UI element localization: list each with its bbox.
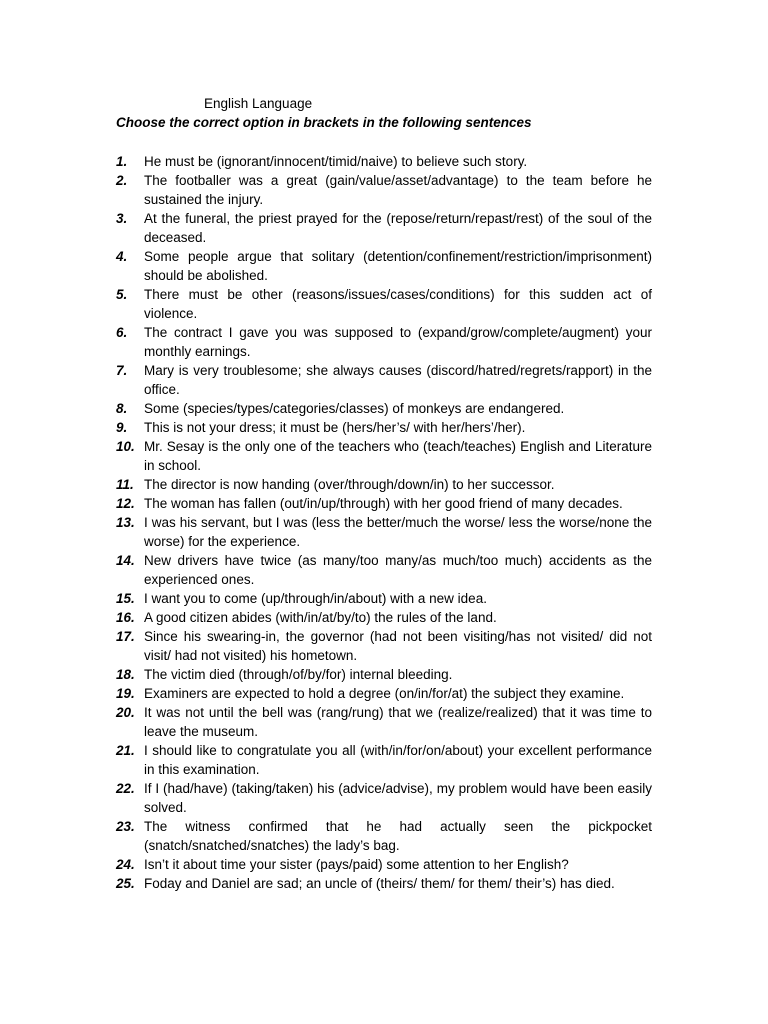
question-number: 16. [116, 610, 135, 625]
question-item [116, 475, 652, 494]
question-number: 5. [116, 287, 128, 302]
question-list [116, 152, 652, 893]
question-item [116, 418, 652, 437]
question-text: It was not until the bell was (rang/rung) that we (realize/realized) that it was time to leave the museum. [144, 705, 652, 739]
question-text: Mary is very troublesome; she always causes (discord/hatred/regrets/rapport) in the office. [144, 363, 652, 397]
question-text: Since his swearing-in, the governor (had not been visiting/has not visited/ did not visit/ had not visited) his hometown. [144, 629, 652, 663]
question-text: Foday and Daniel are sad; an uncle of (theirs/ them/ for them/ their’s) has died. [144, 876, 615, 891]
question-number: 22. [116, 781, 135, 796]
question-item [116, 171, 652, 209]
question-item [116, 551, 652, 589]
question-text: There must be other (reasons/issues/cases/conditions) for this sudden act of violence. [144, 287, 652, 321]
document-title: English Language [204, 96, 313, 111]
question-text: At the funeral, the priest prayed for the (repose/return/repast/rest) of the soul of the deceased. [144, 211, 652, 245]
question-number: 1. [116, 154, 128, 169]
question-text: The contract I gave you was supposed to (expand/grow/complete/augment) your monthly earnings. [144, 325, 652, 359]
question-item [116, 361, 652, 399]
question-item [116, 285, 652, 323]
question-number: 21. [116, 743, 135, 758]
question-item [116, 589, 652, 608]
question-text: Mr. Sesay is the only one of the teachers who (teach/teaches) English and Literature in school. [144, 439, 652, 473]
question-item [116, 247, 652, 285]
question-text: Examiners are expected to hold a degree (on/in/for/at) the subject they examine. [144, 686, 625, 701]
question-number: 6. [116, 325, 128, 340]
question-number: 17. [116, 629, 135, 644]
question-number: 8. [116, 401, 128, 416]
question-item [116, 665, 652, 684]
question-number: 3. [116, 211, 128, 226]
question-text: If I (had/have) (taking/taken) his (advice/advise), my problem would have been easily solved. [144, 781, 652, 815]
question-text: Some people argue that solitary (detention/confinement/restriction/imprisonment) should be abolished. [144, 249, 652, 283]
question-number: 23. [116, 819, 135, 834]
question-item [116, 152, 652, 171]
question-text: A good citizen abides (with/in/at/by/to) the rules of the land. [144, 610, 497, 625]
question-number: 4. [116, 249, 128, 264]
question-text: I was his servant, but I was (less the better/much the worse/ less the worse/none the worse) for the experience. [144, 515, 652, 549]
question-item [116, 703, 652, 741]
question-item [116, 513, 652, 551]
question-number: 20. [116, 705, 135, 720]
question-text: The director is now handing (over/through/down/in) to her successor. [144, 477, 555, 492]
question-number: 18. [116, 667, 135, 682]
question-number: 11. [116, 477, 134, 492]
question-number: 12. [116, 496, 135, 511]
question-text: I want you to come (up/through/in/about) with a new idea. [144, 591, 487, 606]
question-number: 9. [116, 420, 128, 435]
question-item [116, 684, 652, 703]
question-text: Isn’t it about time your sister (pays/paid) some attention to her English? [144, 857, 569, 872]
question-item [116, 399, 652, 418]
question-number: 13. [116, 515, 135, 530]
question-item [116, 608, 652, 627]
question-number: 15. [116, 591, 135, 606]
instruction-text: Choose the correct option in brackets in the following sentences [116, 115, 532, 130]
question-text: The footballer was a great (gain/value/asset/advantage) to the team before he sustained the injury. [144, 173, 652, 207]
question-number: 10. [116, 439, 135, 454]
question-number: 24. [116, 857, 135, 872]
question-number: 19. [116, 686, 135, 701]
question-item [116, 741, 652, 779]
question-text: New drivers have twice (as many/too many/as much/too much) accidents as the experienced ones. [144, 553, 652, 587]
question-number: 14. [116, 553, 135, 568]
question-text: The witness confirmed that he had actually seen the pickpocket (snatch/snatched/snatches) the lady’s bag. [144, 819, 652, 853]
question-item [116, 817, 652, 855]
question-text: The victim died (through/of/by/for) internal bleeding. [144, 667, 453, 682]
question-number: 7. [116, 363, 128, 378]
question-text: I should like to congratulate you all (with/in/for/on/about) your excellent performance in this examination. [144, 743, 652, 777]
question-text: The woman has fallen (out/in/up/through) with her good friend of many decades. [144, 496, 623, 511]
question-item [116, 627, 652, 665]
question-text: This is not your dress; it must be (hers/her’s/ with her/hers’/her). [144, 420, 526, 435]
question-item [116, 855, 652, 874]
question-text: He must be (ignorant/innocent/timid/naive) to believe such story. [144, 154, 528, 169]
question-item [116, 323, 652, 361]
question-number: 2. [116, 173, 128, 188]
question-number: 25. [116, 876, 135, 891]
question-text: Some (species/types/categories/classes) of monkeys are endangered. [144, 401, 565, 416]
question-item [116, 779, 652, 817]
question-item [116, 209, 652, 247]
question-item [116, 437, 652, 475]
question-item [116, 874, 652, 893]
question-item [116, 494, 652, 513]
